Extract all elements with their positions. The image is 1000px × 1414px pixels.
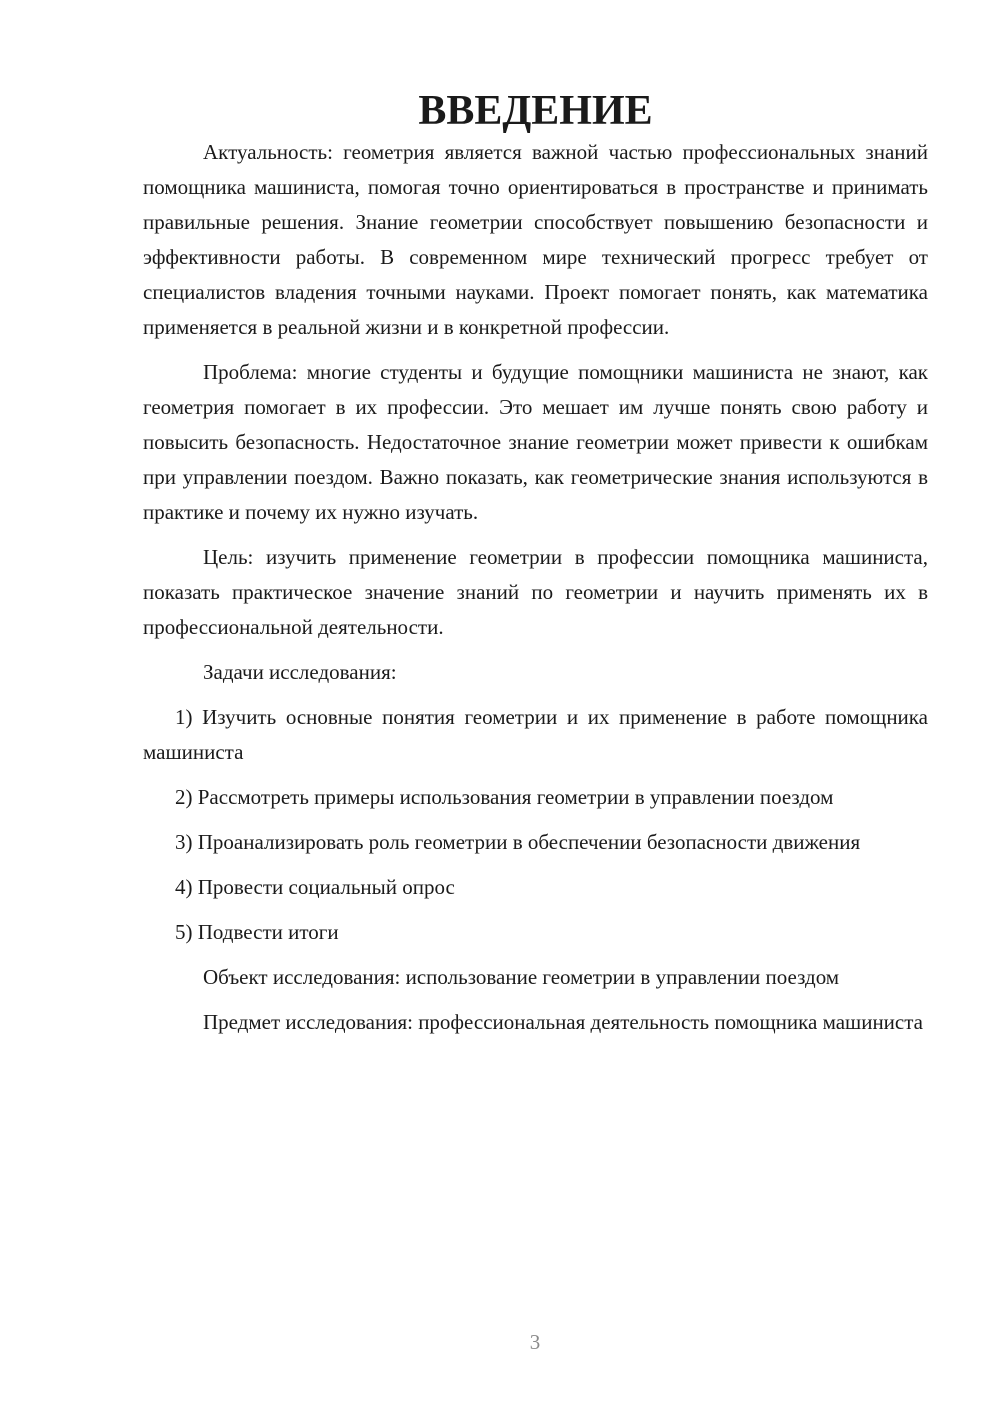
task-item-5: 5) Подвести итоги [175,920,339,944]
task-item-3: 3) Проанализировать роль геометрии в обеспечении безопасности движения [175,830,861,854]
tasks-heading: Задачи исследования: [203,660,397,684]
task-item-2: 2) Рассмотреть примеры использования геометрии в управлении поездом [175,785,834,809]
paragraph-subject: Предмет исследования: профессиональная деятельность помощника машиниста [203,1010,923,1034]
task-item-4: 4) Провести социальный опрос [175,875,455,899]
paragraph-goal: Цель: изучить применение геометрии в профессии помощника машиниста, показать практическое значение знаний по геометрии и научить применять их в профессиональной деятельности. [143,545,928,639]
paragraph-object: Объект исследования: использование геометрии в управлении поездом [203,965,840,989]
paragraph-relevance: Актуальность: геометрия является важной частью профессиональных знаний помощника машиниста, помогая точно ориентироваться в пространстве и принимать правильные решения. Знание геометрии способствует повышению безопасности и эффективности работы. В современном мире технический прогресс требует от специалистов владения точными науками. Проект помогает понять, как математика применяется в реальной жизни и в конкретной профессии. [143,140,928,339]
task-item-1: 1) Изучить основные понятия геометрии и их применение в работе помощника машиниста [143,705,928,764]
page-number: 3 [529,1330,541,1354]
page-content [143,88,928,1050]
paragraph-problem: Проблема: многие студенты и будущие помощники машиниста не знают, как геометрия помогает в их профессии. Это мешает им лучше понять свою работу и повысить безопасность. Недостаточное знание геометрии может привести к ошибкам при управлении поездом. Важно показать, как геометрические знания используются в практике и почему их нужно изучать. [143,360,928,524]
page-title: ВВЕДЕНИЕ [418,88,653,134]
